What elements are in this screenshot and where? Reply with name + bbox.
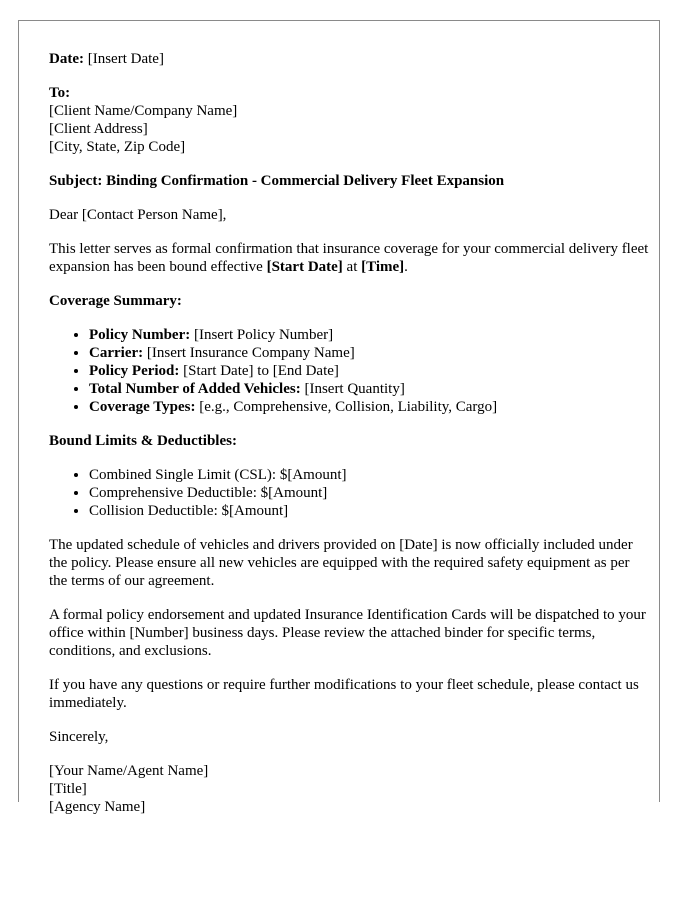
list-item: • Policy Number: [Insert Policy Number] bbox=[89, 326, 649, 344]
subject-line: Subject: Binding Confirmation - Commercial Delivery Fleet Expansion bbox=[49, 173, 505, 189]
limits-list bbox=[49, 466, 649, 520]
signature-line: [Title] bbox=[49, 781, 87, 797]
list-item: • Policy Period: [Start Date] to [End Date] bbox=[89, 362, 649, 380]
endorsement-paragraph: A formal policy endorsement and updated Insurance Identification Cards will be dispatched to your office within [Number] business days. Please review the attached binder for specific terms, conditions, and exclusions. bbox=[49, 607, 646, 659]
date-label: Date: bbox=[49, 51, 84, 67]
list-item: • Coverage Types: [e.g., Comprehensive, Collision, Liability, Cargo] bbox=[89, 398, 649, 416]
recipient-block bbox=[49, 84, 649, 156]
date-value: [Insert Date] bbox=[87, 51, 164, 67]
list-item: • Comprehensive Deductible: $[Amount] bbox=[89, 484, 649, 502]
letter-body bbox=[49, 50, 649, 816]
letter-page bbox=[18, 20, 660, 815]
list-item: • Total Number of Added Vehicles: [Insert Quantity] bbox=[89, 380, 649, 398]
signature-block bbox=[49, 762, 649, 816]
recipient-line: [City, State, Zip Code] bbox=[49, 139, 186, 155]
salutation: Dear [Contact Person Name], bbox=[49, 207, 227, 223]
recipient-line: [Client Address] bbox=[49, 121, 148, 137]
coverage-heading: Coverage Summary: bbox=[49, 293, 182, 309]
limits-heading: Bound Limits & Deductibles: bbox=[49, 433, 237, 449]
effective-start-date: [Start Date] bbox=[266, 259, 343, 275]
date-line bbox=[49, 50, 649, 68]
to-label: To: bbox=[49, 85, 71, 101]
closing: Sincerely, bbox=[49, 729, 109, 745]
list-item: • Combined Single Limit (CSL): $[Amount] bbox=[89, 466, 649, 484]
list-item: • Collision Deductible: $[Amount] bbox=[89, 502, 649, 520]
intro-paragraph: This letter serves as formal confirmation that insurance coverage for your commercial delivery fleet expansion has been bound effective [Start Date] at [Time]. bbox=[49, 241, 649, 275]
signature-line: [Agency Name] bbox=[49, 799, 146, 815]
coverage-list bbox=[49, 326, 649, 416]
recipient-line: [Client Name/Company Name] bbox=[49, 103, 238, 119]
questions-paragraph: If you have any questions or require further modifications to your fleet schedule, please contact us immediately. bbox=[49, 677, 639, 711]
signature-line: [Your Name/Agent Name] bbox=[49, 763, 209, 779]
schedule-paragraph: The updated schedule of vehicles and drivers provided on [Date] is now officially included under the policy. Please ensure all new vehicles are equipped with the required safety equipment as per the terms of our agreement. bbox=[49, 537, 633, 589]
effective-time: [Time] bbox=[361, 259, 405, 275]
list-item: • Carrier: [Insert Insurance Company Name] bbox=[89, 344, 649, 362]
